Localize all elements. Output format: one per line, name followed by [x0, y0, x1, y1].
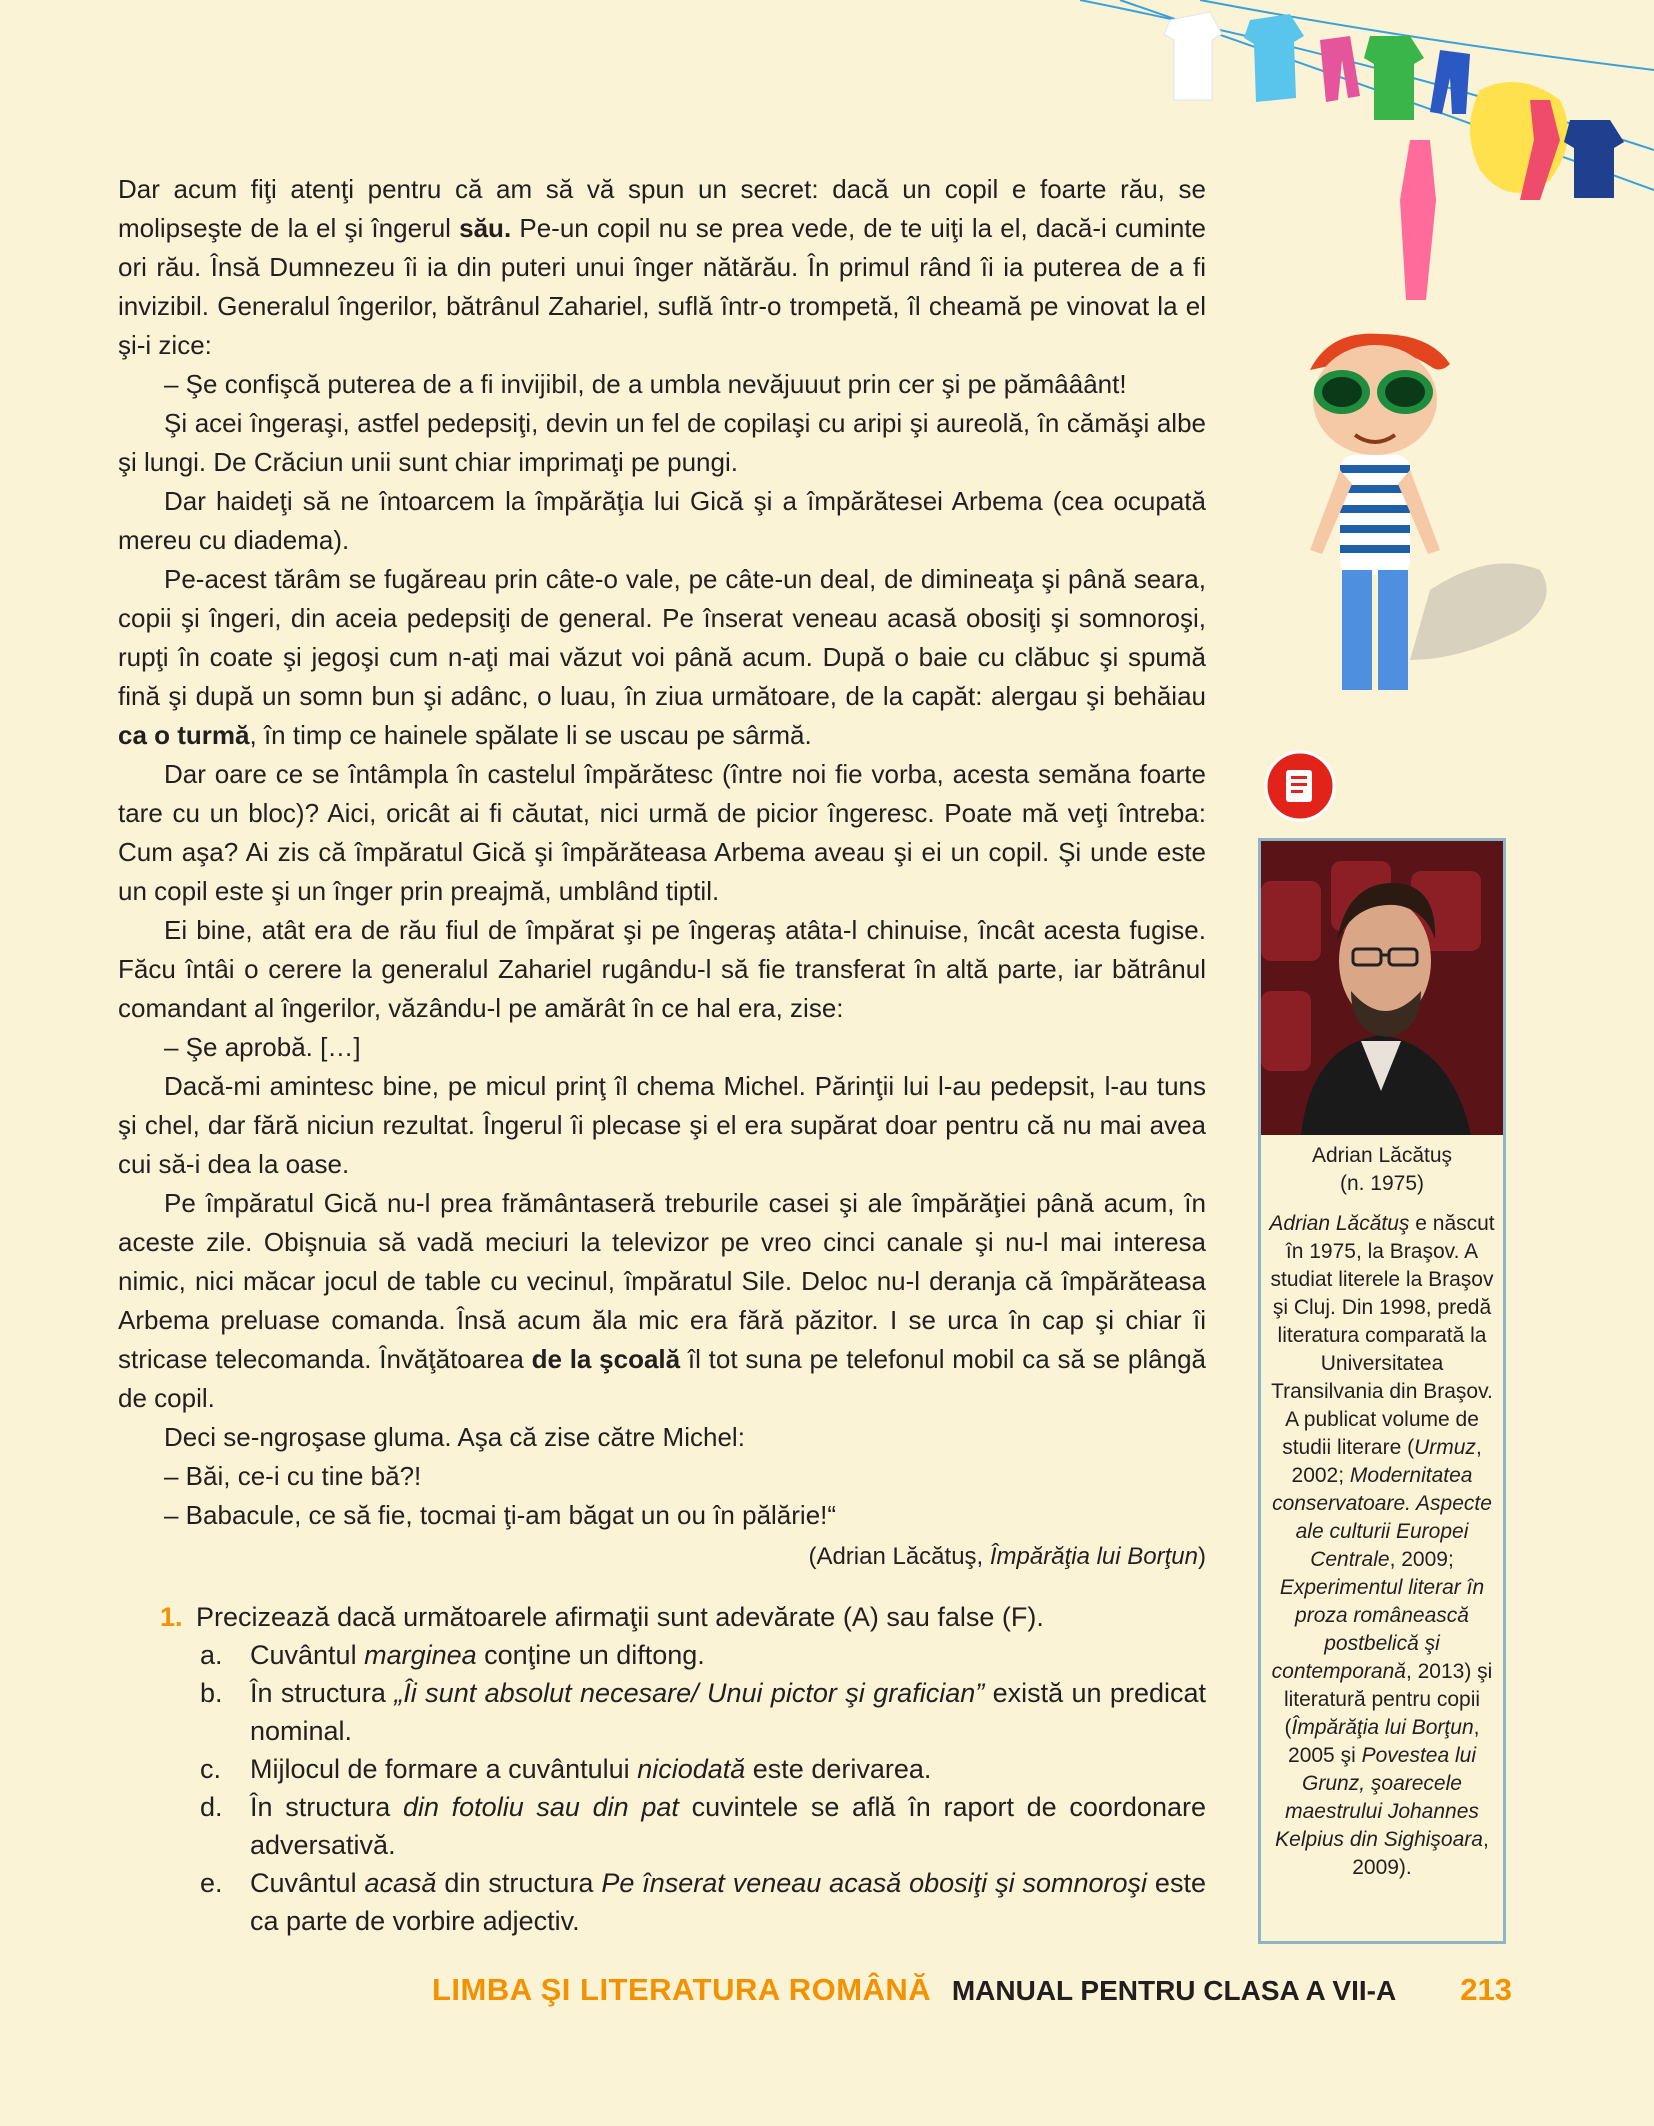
item-letter: d.: [200, 1792, 223, 1822]
exercise-items: [160, 1636, 1206, 1940]
text-source: (Adrian Lăcătuş, Împărăţia lui Borţun): [808, 1543, 1206, 1570]
exercise-prompt: Precizează dacă următoarele afirmaţii sunt adevărate (A) sau false (F).: [196, 1602, 1044, 1632]
item-text: Cuvântul acasă din structura Pe înserat veneau acasă obosiţi şi somnoroşi este ca parte de vorbire adjectiv.: [250, 1868, 1206, 1936]
item-letter: e.: [200, 1868, 223, 1898]
author-photo: [1261, 841, 1503, 1135]
item-text: Cuvântul marginea conţine un diftong.: [250, 1640, 705, 1670]
story-paragraph: Dar haideţi să ne întoarcem la împărăţia lui Gică şi a împărătesei Arbema (cea ocupată mereu cu diadema).: [118, 486, 1206, 555]
author-bio: Adrian Lăcătuş e născut în 1975, la Braşov. A studiat literele la Braşov şi Cluj. Din 1998, predă literatura comparată la Universitatea Transilvania din Braşov. A publicat volume de studii literare (Urmuz, 2002; Modernitatea conservatoare. Aspecte ale culturii Europei Centrale, 2009; Experimentul literar în proza românească postbelică şi contemporană, 2013) şi literatură pentru copii (Împărăţia lui Borţun, 2005 şi Povestea lui Grunz, şoarecele maestrului Johannes Kelpius din Sighişoara, 2009).: [1269, 1212, 1495, 1879]
item-text: Mijlocul de formare a cuvântului niciodată este derivarea.: [250, 1754, 932, 1784]
story-paragraph: Pe-acest tărâm se fugăreau prin câte-o vale, pe câte-un deal, de dimineaţa şi până seara, copii şi îngeri, din aceia pedepsiţi de general. Pe înserat veneau acasă obosiţi şi somnoroşi, rupţi în coate şi jegoşi cum n-aţi mai văzut voi până acum. După o baie cu clăbuc şi spumă fină şi după un somn bun şi adânc, o luau, în ziua următoare, de la capăt: alergau şi behăiau ca o turmă, în timp ce hainele spălate li se uscau pe sârmă.: [118, 564, 1206, 750]
author-name: Adrian Lăcătuş: [1311, 1144, 1453, 1167]
dialogue-line: – Băi, ce-i cu tine bă?!: [164, 1461, 422, 1491]
book-badge-icon: [1262, 748, 1338, 824]
story-paragraph: Şi acei îngeraşi, astfel pedepsiţi, devin un fel de copilaşi cu aripi şi aureolă, în cămăşi albe şi lungi. De Crăciun unii sunt chiar imprimaţi pe pungi.: [118, 408, 1206, 477]
item-text: În structura „Îi sunt absolut necesare/ Unui pictor şi grafician” există un predicat nominal.: [250, 1678, 1206, 1746]
author-caption: [1264, 1142, 1500, 1882]
story-paragraph: Dar oare ce se întâmpla în castelul împărătesc (între noi fie vorba, acesta semăna foarte tare cu un bloc)? Aici, oricât ai fi căutat, nici urmă de picior îngeresc. Poate mă veţi întreba: Cum aşa? Ai zis că împăratul Gică şi împărăteasa Arbema aveau şi ei un copil. Şi unde este un copil este şi un înger prin preajmă, umblând tiptil.: [118, 759, 1206, 906]
exercise-number: 1.: [160, 1602, 183, 1632]
exercise-item: [200, 1674, 1206, 1750]
exercise-item: [200, 1864, 1206, 1940]
exercise-item: [200, 1636, 1206, 1674]
story-paragraph: Deci se-ngroşase gluma. Aşa că zise către Michel:: [164, 1422, 745, 1452]
item-letter: a.: [200, 1640, 223, 1670]
author-years: (n. 1975): [1339, 1172, 1425, 1195]
exercise-block: [160, 1598, 1206, 1940]
story-paragraph: Ei bine, atât era de rău fiul de împărat şi pe îngeraş atâta-l chinuise, încât acesta fugise. Făcu întâi o cerere la generalul Zahariel rugându-l să fie transferat în altă parte, iar bătrânul comandant al îngerilor, văzându-l pe amărât în ce hal era, zise:: [118, 915, 1206, 1023]
cartoon-boy-illustration: [1280, 330, 1560, 720]
item-letter: b.: [200, 1678, 223, 1708]
footer-manual: MANUAL PENTRU CLASA A VII-A: [951, 1975, 1397, 2006]
page-number: 213: [1460, 1972, 1512, 2007]
dialogue-line: – Şe confişcă puterea de a fi invijibil, de a umbla nevăjuuut prin cer şi pe pămââânt!: [164, 369, 1127, 399]
exercise-item: [200, 1788, 1206, 1864]
item-text: În structura din fotoliu sau din pat cuvintele se află în raport de coordonare adversativă.: [250, 1792, 1206, 1860]
story-text: [118, 170, 1206, 1576]
dialogue-line: – Babacule, ce să fie, tocmai ţi-am băgat un ou în pălărie!“: [164, 1500, 837, 1530]
story-paragraph: Dar acum fiţi atenţi pentru că am să vă spun un secret: dacă un copil e foarte rău, se molipseşte de la el şi îngerul său. Pe-un copil nu se prea vede, de te uiţi la el, dacă-i cuminte ori rău. Însă Dumnezeu îi ia din puteri unui înger nătărău. În primul rând îi ia puterea de a fi invizibil. Generalul îngerilor, bătrânul Zahariel, suflă într-o trompetă, îl cheamă pe vinovat la el şi-i zice:: [118, 174, 1206, 360]
footer-subject: LIMBA ŞI LITERATURA ROMÂNĂ: [432, 1972, 932, 2007]
item-letter: c.: [200, 1754, 222, 1784]
exercise-item: [200, 1750, 1206, 1788]
story-paragraph: Pe împăratul Gică nu-l prea frământaseră treburile casei şi ale împărăţiei până acum, în aceste zile. Obişnuia să vadă meciuri la televizor pe vreo cinci canale şi nu-l mai interesa nimic, nici măcar jocul de table cu vecinul, împăratul Sile. Deloc nu-l deranja că împărăteasa Arbema preluase comanda. Însă acum ăla mic era fără păzitor. I se urca în cap şi chiar îi stricase telecomanda. Învăţătoarea de la şcoală îl tot suna pe telefonul mobil ca să se plângă de copil.: [118, 1188, 1206, 1413]
page-footer: [432, 1972, 1512, 2008]
story-paragraph: Dacă-mi amintesc bine, pe micul prinţ îl chema Michel. Părinţii lui l-au pedepsit, l-au tuns şi chel, dar fără niciun rezultat. Îngerul îi plecase şi el era supărat doar pentru că nu mai avea cui să-i dea la oase.: [118, 1071, 1206, 1179]
dialogue-line: – Şe aprobă. […]: [164, 1032, 361, 1062]
